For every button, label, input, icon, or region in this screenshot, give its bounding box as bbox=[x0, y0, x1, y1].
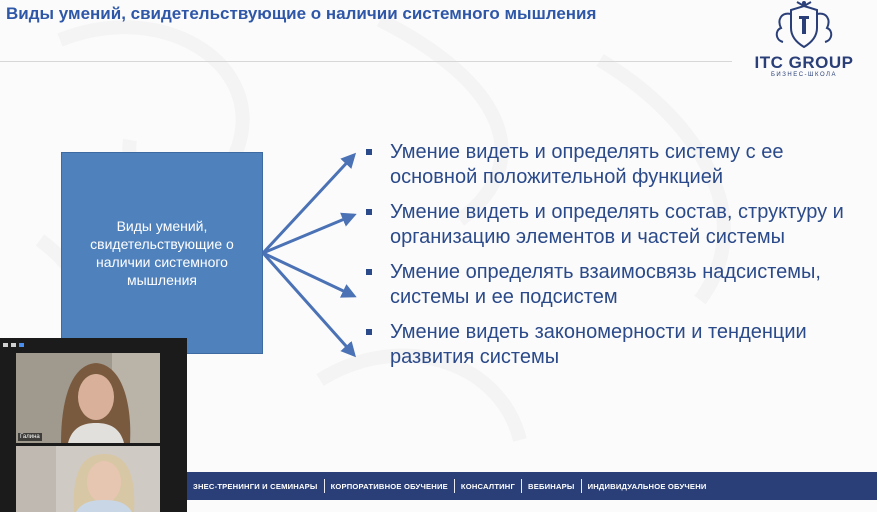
slide-title: Виды умений, свидетельствующие о наличии системного мышления bbox=[6, 4, 597, 23]
header-divider bbox=[0, 61, 732, 62]
footer-divider bbox=[324, 479, 325, 493]
list-item-text: Умение определять взаимосвязь надсистемы, системы и ее подсистем bbox=[390, 261, 821, 308]
arrow-3 bbox=[263, 253, 354, 296]
footer-item-individual: ИНДИВИДУАЛЬНОЕ ОБУЧЕНИ bbox=[587, 481, 707, 491]
arrow-2 bbox=[263, 215, 354, 253]
footer-item-trainings: ЗНЕС-ТРЕНИНГИ И СЕМИНАРЫ bbox=[193, 481, 318, 491]
participant-2-avatar bbox=[16, 446, 160, 512]
list-item bbox=[364, 260, 869, 310]
participant-video-1[interactable] bbox=[16, 353, 160, 443]
footer-item-webinars: ВЕБИНАРЫ bbox=[528, 481, 575, 491]
participant-video-2[interactable] bbox=[16, 446, 160, 512]
logo-brand: ITC GROUP bbox=[754, 53, 854, 72]
crest-logo-icon bbox=[769, 0, 839, 52]
grid-view-icon[interactable] bbox=[3, 343, 8, 347]
speaker-view-icon[interactable] bbox=[11, 343, 16, 347]
list-item-text: Умение видеть закономерности и тенденции развития системы bbox=[390, 321, 807, 368]
concept-box-text: Виды умений, свидетельствующие о наличии системного мышления bbox=[90, 218, 234, 288]
list-item bbox=[364, 140, 869, 190]
square-bullet-icon bbox=[366, 329, 372, 335]
company-logo bbox=[738, 0, 870, 82]
gallery-view-icon[interactable] bbox=[19, 343, 24, 347]
arrow-1 bbox=[263, 155, 354, 253]
list-item bbox=[364, 320, 869, 370]
footer-divider bbox=[521, 479, 522, 493]
footer-item-corporate: КОРПОРАТИВНОЕ ОБУЧЕНИЕ bbox=[330, 481, 448, 491]
skills-list bbox=[364, 140, 869, 370]
footer-bar bbox=[187, 472, 877, 500]
square-bullet-icon bbox=[366, 209, 372, 215]
participant-1-avatar bbox=[16, 353, 160, 443]
list-item-text: Умение видеть и определять состав, структуру и организацию элементов и частей системы bbox=[390, 201, 844, 248]
arrow-4 bbox=[263, 253, 354, 355]
list-item-text: Умение видеть и определять систему с ее основной положительной функцией bbox=[390, 141, 784, 188]
square-bullet-icon bbox=[366, 269, 372, 275]
participant-1-name: Галина bbox=[20, 434, 40, 440]
logo-subtitle: БИЗНЕС-ШКОЛА bbox=[770, 72, 837, 78]
square-bullet-icon bbox=[366, 149, 372, 155]
concept-box bbox=[61, 152, 263, 354]
list-item bbox=[364, 200, 869, 250]
footer-divider bbox=[581, 479, 582, 493]
view-toolbar bbox=[3, 343, 24, 347]
footer-item-consulting: КОНСАЛТИНГ bbox=[460, 481, 516, 491]
footer-divider bbox=[454, 479, 455, 493]
